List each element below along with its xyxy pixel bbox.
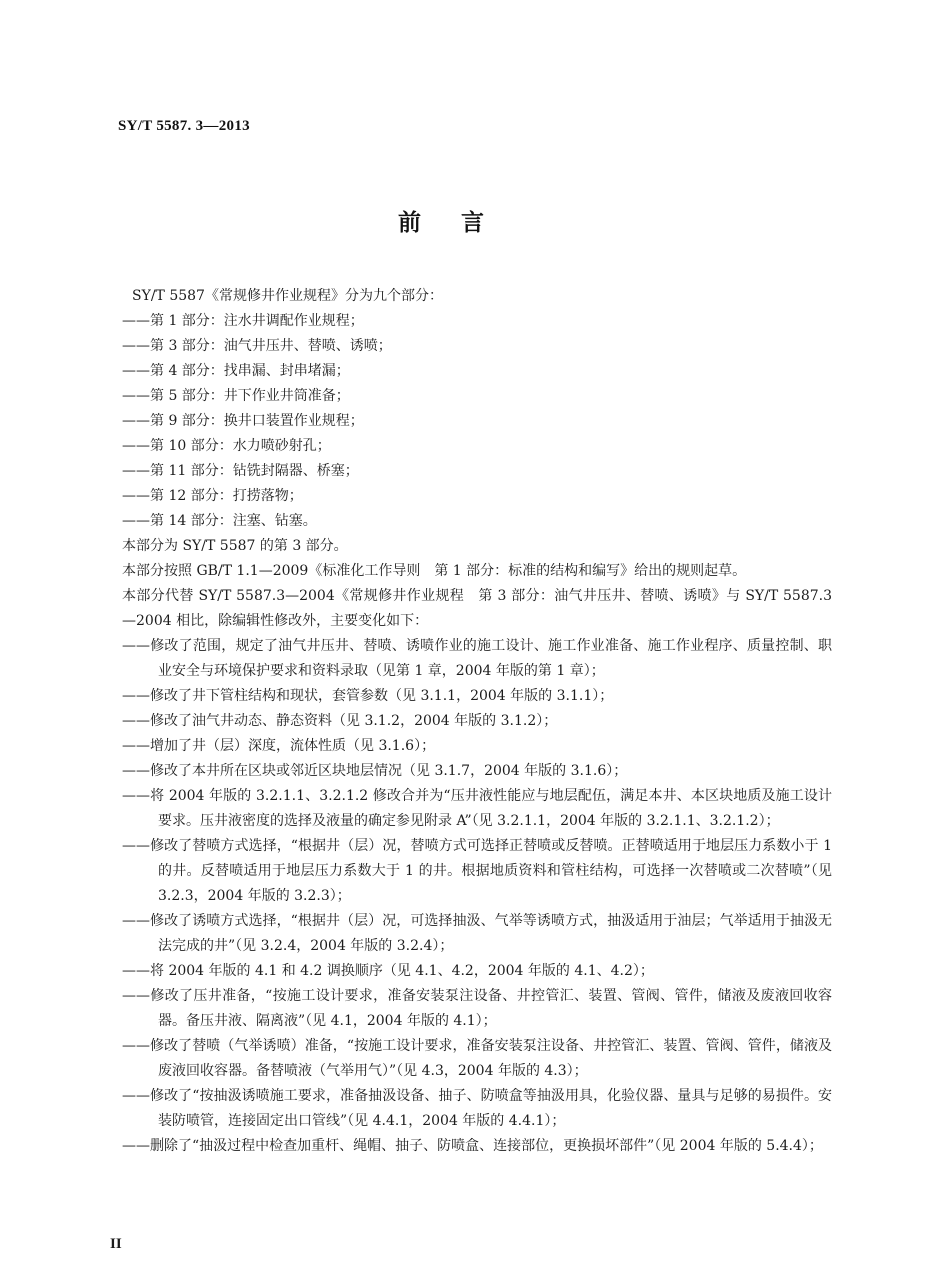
change-item: ——修改了替喷方式选择，“根据井（层）况，替喷方式可选择正替喷或反替喷。正替喷适用于地层压力系数小于 1 的井。反替喷适用于地层压力系数大于 1 的井。根据地质资料和管柱结构，可选择一次替喷或二次替喷”（见 3.2.3，2004 年版的 3.2.3）；	[122, 838, 832, 904]
change-item: ——修改了井下管柱结构和现状，套管参数（见 3.1.1，2004 年版的 3.1.1）；	[122, 688, 614, 704]
part-item: ——第 5 部分：井下作业井筒准备；	[122, 388, 350, 404]
change-item: ——修改了诱喷方式选择，“根据井（层）况，可选择抽汲、气举等诱喷方式，抽汲适用于油层；气举适用于抽汲无法完成的井”（见 3.2.4，2004 年版的 3.2.4）；	[122, 913, 832, 954]
change-item: ——修改了压井准备，“按施工设计要求，准备安装泵注设备、井控管汇、装置、管阀、管件，储液及废液回收容器。备压井液、隔离液”（见 4.1，2004 年版的 4.1）；	[122, 988, 832, 1029]
change-item: ——将 2004 年版的 4.1 和 4.2 调换顺序（见 4.1、4.2，2004 年版的 4.1、4.2）；	[122, 963, 654, 979]
document-code: SY/T 5587. 3—2013	[118, 118, 250, 134]
parts-list	[122, 309, 832, 534]
foreword-body	[122, 284, 832, 1159]
paragraph-replacement: 本部分代替 SY/T 5587.3—2004《常规修井作业规程 第 3 部分：油气井压井、替喷、诱喷》与 SY/T 5587.3—2004 相比，除编辑性修改外，主要变化如下：	[122, 588, 832, 629]
intro-line: SY/T 5587《常规修井作业规程》分为九个部分：	[132, 288, 443, 304]
part-item: ——第 14 部分：注塞、钻塞。	[122, 513, 317, 529]
page-number: II	[110, 1236, 122, 1252]
part-item: ——第 3 部分：油气井压井、替喷、诱喷；	[122, 338, 392, 354]
change-item: ——将 2004 年版的 3.2.1.1、3.2.1.2 修改合并为“压井液性能应与地层配伍，满足本井、本区块地质及施工设计要求。压井液密度的选择及液量的确定参见附录 A”（见 3.2.1.1，2004 年版的 3.2.1.1、3.2.1.2）；	[122, 788, 832, 829]
page-title: 前言	[398, 209, 524, 236]
change-item: ——增加了井（层）深度，流体性质（见 3.1.6）；	[122, 738, 436, 754]
part-item: ——第 11 部分：钻铣封隔器、桥塞；	[122, 463, 359, 479]
paragraph-part-statement: 本部分为 SY/T 5587 的第 3 部分。	[122, 538, 348, 554]
part-item: ——第 12 部分：打捞落物；	[122, 488, 303, 504]
part-item: ——第 10 部分：水力喷砂射孔；	[122, 438, 331, 454]
change-item: ——修改了本井所在区块或邻近区块地层情况（见 3.1.7，2004 年版的 3.1.6）；	[122, 763, 628, 779]
change-item: ——修改了“按抽汲诱喷施工要求，准备抽汲设备、抽子、防喷盒等抽汲用具，化验仪器、量具与足够的易损件。安装防喷管，连接固定出口管线”（见 4.4.1，2004 年版的 4.4.1）；	[122, 1088, 832, 1129]
change-item: ——修改了范围，规定了油气井压井、替喷、诱喷作业的施工设计、施工作业准备、施工作业程序、质量控制、职业安全与环境保护要求和资料录取（见第 1 章，2004 年版的第 1 章）；	[122, 638, 832, 679]
paragraph-drafting-rules: 本部分按照 GB/T 1.1—2009《标准化工作导则 第 1 部分：标准的结构和编写》给出的规则起草。	[122, 563, 747, 579]
change-item: ——修改了油气井动态、静态资料（见 3.1.2，2004 年版的 3.1.2）；	[122, 713, 558, 729]
changes-list	[122, 634, 832, 1159]
part-item: ——第 9 部分：换井口装置作业规程；	[122, 413, 364, 429]
change-item: ——删除了“抽汲过程中检查加重杆、绳帽、抽子、防喷盒、连接部位，更换损坏部件”（见 2004 年版的 5.4.4）；	[122, 1138, 823, 1154]
part-item: ——第 1 部分：注水井调配作业规程；	[122, 313, 364, 329]
change-item: ——修改了替喷（气举诱喷）准备，“按施工设计要求，准备安装泵注设备、井控管汇、装置、管阀、管件，储液及废液回收容器。备替喷液（气举用气）”（见 4.3，2004 年版的 4.3）；	[122, 1038, 832, 1079]
part-item: ——第 4 部分：找串漏、封串堵漏；	[122, 363, 350, 379]
